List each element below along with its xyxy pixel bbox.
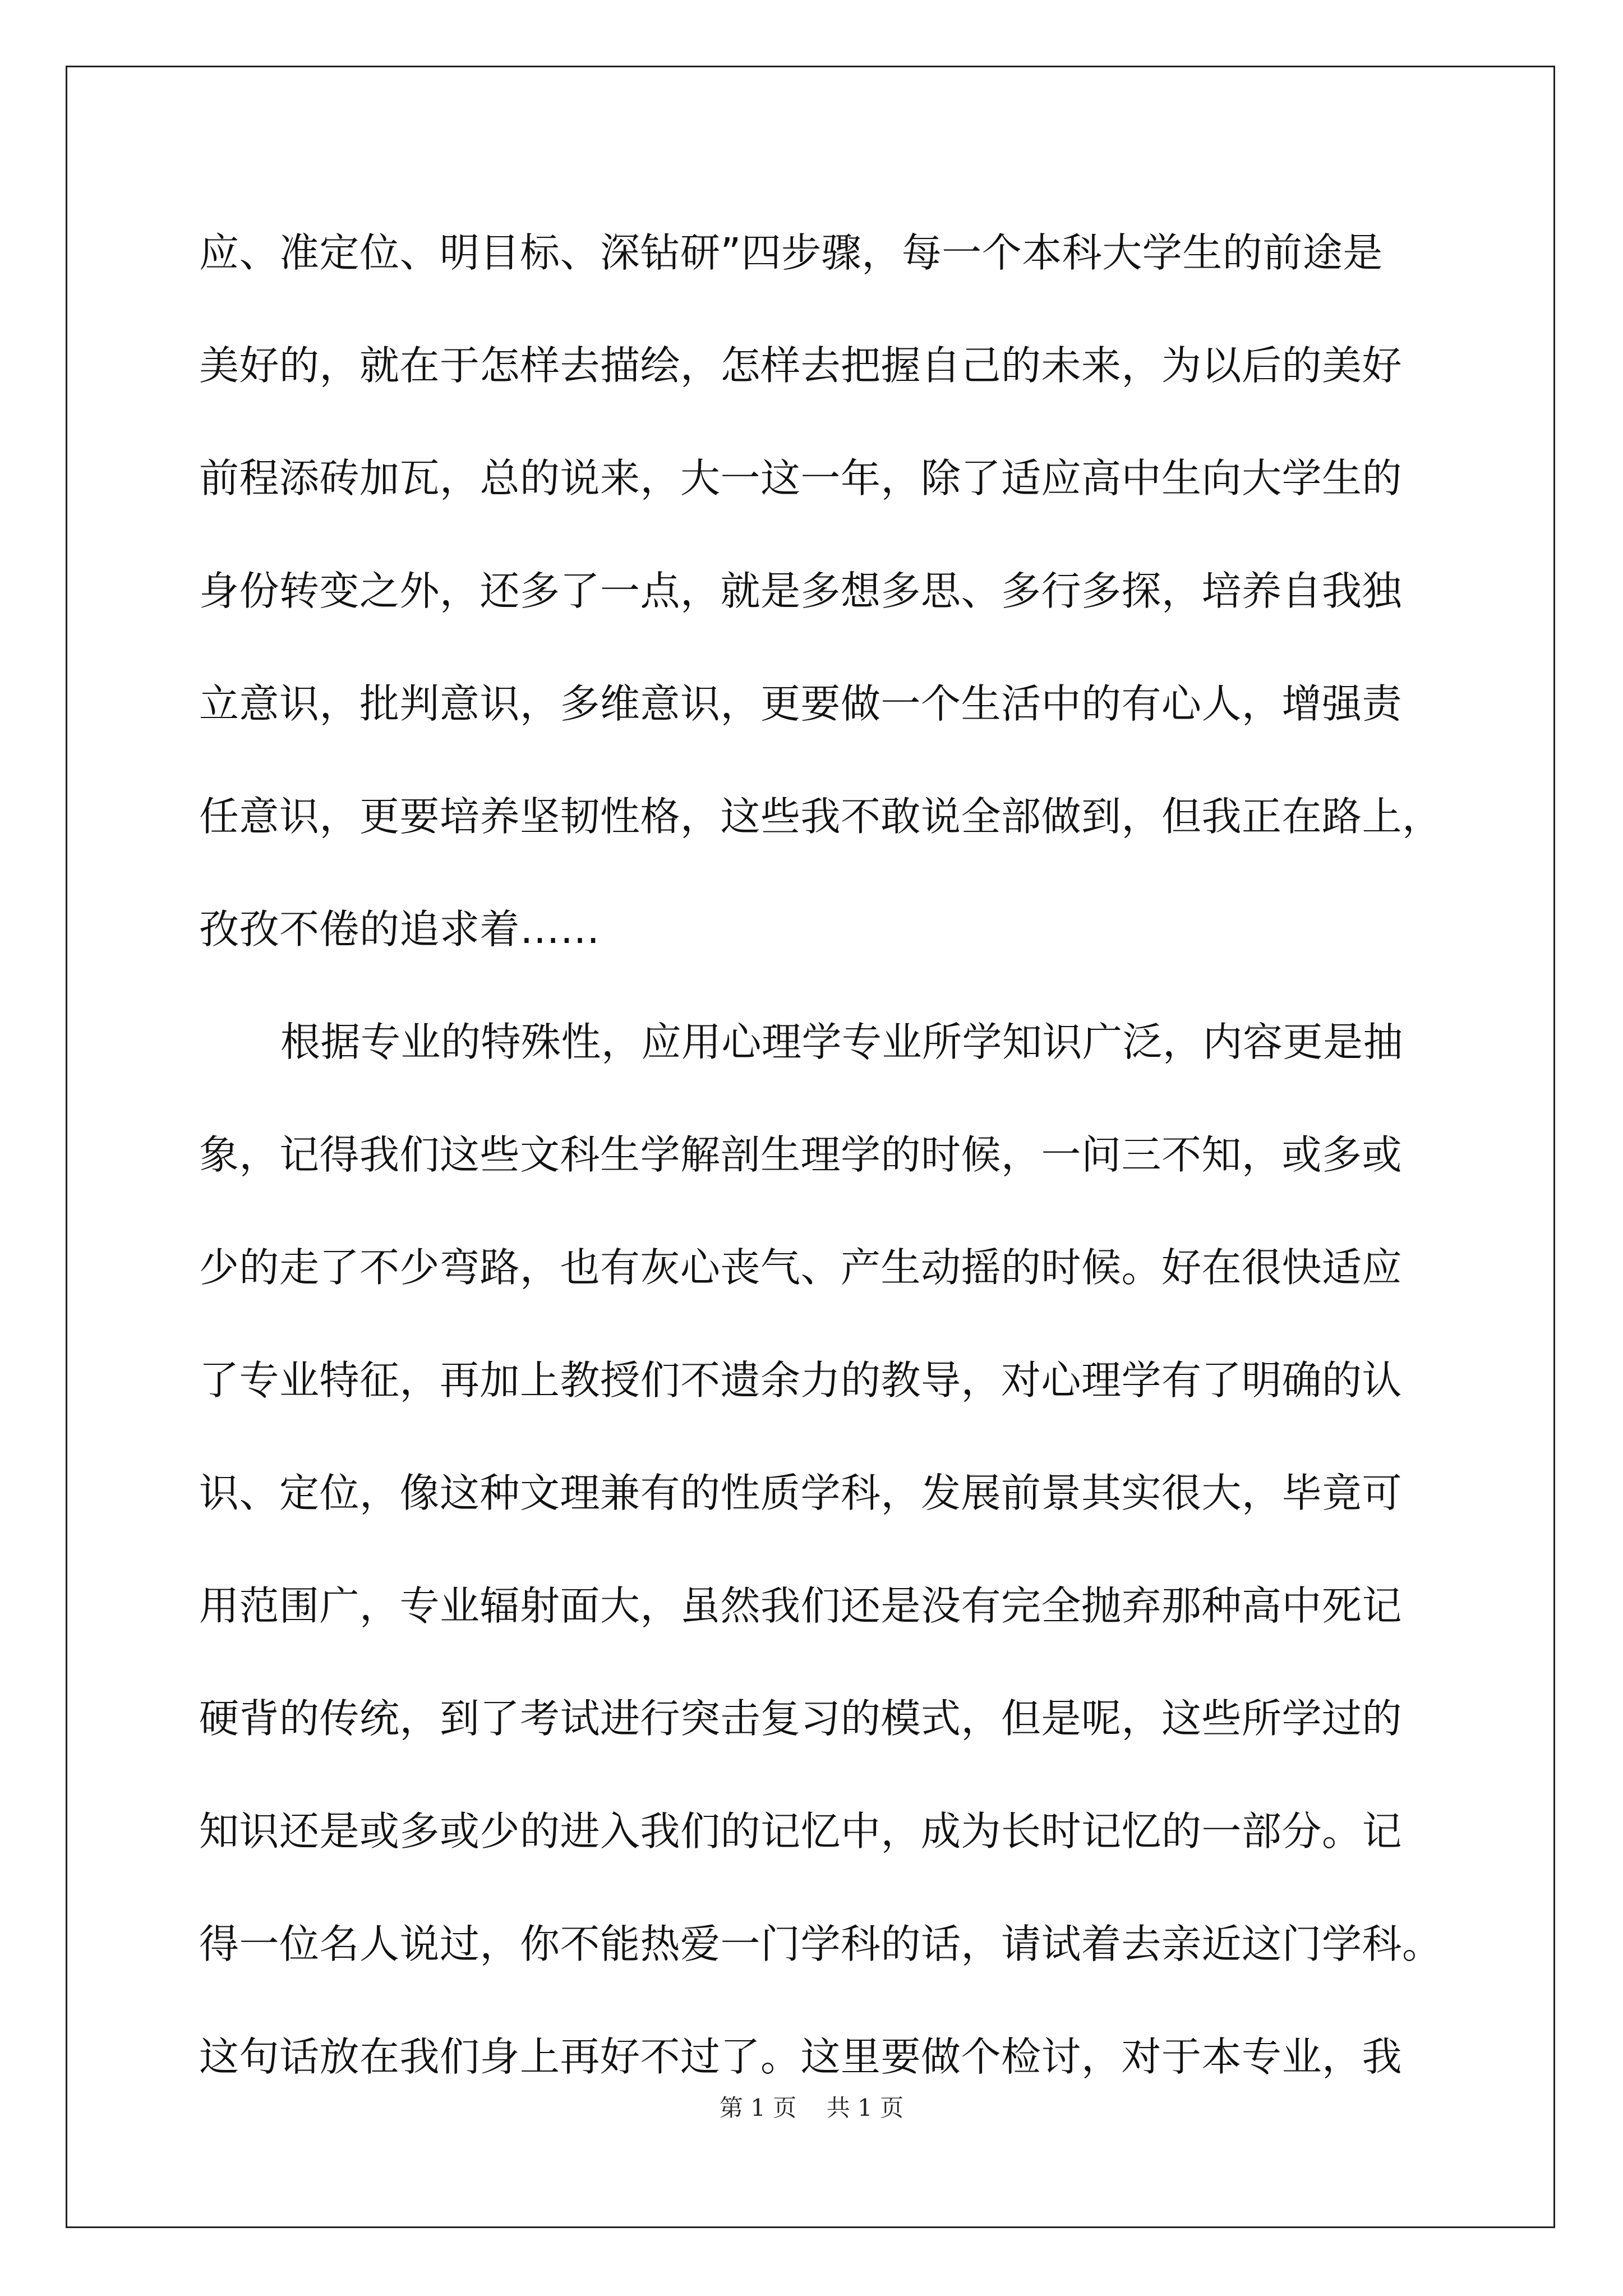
text-line: 硬背的传统，到了考试进行突击复习的模式，但是呢，这些所学过的 [199, 1695, 1403, 1742]
text-line: 了专业特征，再加上教授们不遗余力的教导，对心理学有了明确的认 [199, 1357, 1403, 1404]
text-line: 身份转变之外，还多了一点，就是多想多思、多行多探，培养自我独 [199, 568, 1403, 614]
text-line: 立意识，批判意识，多维意识，更要做一个生活中的有心人，增强责 [199, 680, 1403, 727]
text-line: 用范围广，专业辐射面大，虽然我们还是没有完全抛弃那种高中死记 [199, 1582, 1403, 1629]
page-number-footer: 第 1 页 共 1 页 [719, 2094, 904, 2122]
paragraph-start-line: 根据专业的特殊性，应用心理学专业所学知识广泛，内容更是抽 [280, 1019, 1404, 1065]
text-line: 应、准定位、明目标、深钻研”四步骤，每一个本科大学生的前途是 [199, 229, 1383, 276]
text-line: 识、定位，像这种文理兼有的性质学科，发展前景其实很大，毕竟可 [199, 1470, 1403, 1516]
text-line: 这句话放在我们身上再好不过了。这里要做个检讨，对于本专业，我 [199, 2033, 1403, 2080]
text-line: 得一位名人说过，你不能热爱一门学科的话，请试着去亲近这门学科。 [199, 1921, 1442, 1967]
text-line: 知识还是或多或少的进入我们的记忆中，成为长时记忆的一部分。记 [199, 1808, 1403, 1855]
text-line: 前程添砖加瓦，总的说来，大一这一年，除了适应高中生向大学生的 [199, 455, 1403, 501]
text-line: 象，记得我们这些文科生学解剖生理学的时候，一问三不知，或多或 [199, 1131, 1403, 1178]
text-line: 孜孜不倦的追求着…… [199, 906, 601, 953]
document-body [199, 196, 1442, 2113]
text-line: 美好的，就在于怎样去描绘，怎样去把握自己的未来，为以后的美好 [199, 342, 1403, 389]
text-line: 任意识，更要培养坚韧性格，这些我不敢说全部做到，但我正在路上， [199, 793, 1442, 840]
text-line: 少的走了不少弯路，也有灰心丧气、产生动摇的时候。好在很快适应 [199, 1244, 1403, 1291]
